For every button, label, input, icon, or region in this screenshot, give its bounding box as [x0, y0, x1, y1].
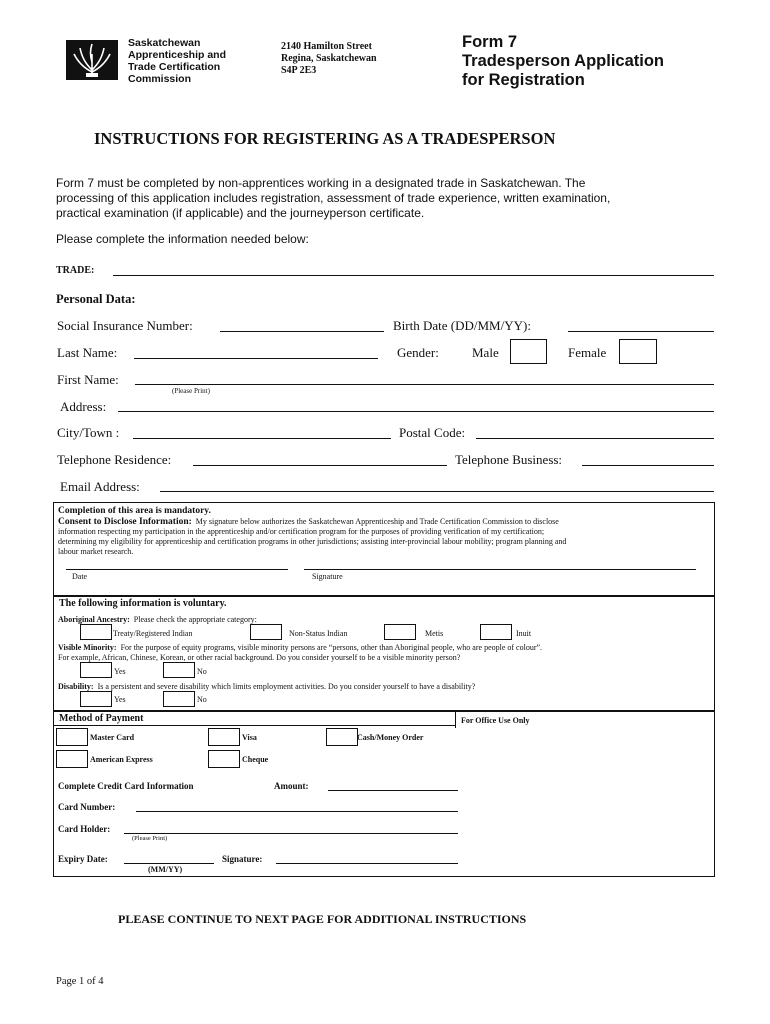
voluntary-heading: The following information is voluntary. [59, 598, 227, 609]
mastercard-checkbox[interactable] [56, 728, 88, 746]
male-checkbox[interactable] [510, 339, 547, 364]
disability-no-checkbox[interactable] [163, 691, 195, 707]
consent-signature-input[interactable] [304, 569, 696, 570]
address-label: Address: [60, 399, 107, 414]
disability-text: Disability: Is a persistent and severe disability which limits employment activities. Do you consider yourself to have a disability? [58, 682, 476, 691]
please-complete-text: Please complete the information needed below: [56, 232, 309, 246]
card-holder-label: Card Holder: [58, 824, 111, 834]
office-divider [455, 711, 456, 728]
visa-label: Visa [242, 733, 257, 742]
treaty-checkbox[interactable] [80, 624, 112, 640]
org-name: Saskatchewan Apprenticeship and Trade Certification Commission [128, 37, 227, 85]
sin-input[interactable] [220, 331, 384, 332]
cash-checkbox[interactable] [326, 728, 358, 746]
personal-data-heading: Personal Data: [56, 292, 136, 306]
city-input[interactable] [133, 438, 391, 439]
female-checkbox[interactable] [619, 339, 657, 364]
disability-no-label: No [197, 695, 207, 704]
birth-date-label: Birth Date (DD/MM/YY): [393, 318, 531, 333]
female-label: Female [568, 345, 607, 360]
page-title: INSTRUCTIONS FOR REGISTERING AS A TRADESPERSON [94, 129, 556, 148]
first-name-input[interactable] [135, 384, 714, 385]
card-holder-input[interactable] [124, 833, 458, 834]
card-number-label: Card Number: [58, 802, 116, 812]
consent-title: Consent to Disclose Information: [58, 517, 192, 527]
telephone-business-input[interactable] [582, 465, 714, 466]
telephone-residence-label: Telephone Residence: [57, 452, 172, 467]
cheque-label: Cheque [242, 755, 269, 764]
trade-input[interactable] [113, 275, 714, 276]
birth-date-input[interactable] [568, 331, 714, 332]
payment-signature-input[interactable] [276, 863, 458, 864]
card-number-input[interactable] [136, 811, 458, 812]
disability-yes-label: Yes [114, 695, 126, 704]
expiry-date-label: Expiry Date: [58, 854, 108, 864]
continue-notice: PLEASE CONTINUE TO NEXT PAGE FOR ADDITIONAL INSTRUCTIONS [118, 912, 527, 926]
consent-mandatory: Completion of this area is mandatory. [58, 506, 211, 516]
last-name-input[interactable] [134, 358, 378, 359]
telephone-residence-input[interactable] [193, 465, 447, 466]
city-label: City/Town : [57, 425, 120, 440]
disability-yes-checkbox[interactable] [80, 691, 112, 707]
cash-label: Cash/Money Order [357, 733, 424, 742]
minority-yes-label: Yes [114, 667, 126, 676]
trade-label: TRADE: [56, 265, 95, 276]
minority-yes-checkbox[interactable] [80, 662, 112, 678]
gender-label: Gender: [397, 345, 439, 360]
consent-text: Consent to Disclose Information: My signature below authorizes the Saskatchewan Apprenticeship and Trade Certification Commission to disclose information respecting my participation in the apprenticeship and/or certification program for the purposes of providing verification of my certification; determining my eligibility for apprenticeship and certification programs in other jurisdictions; assisting inter-provincial labour mobility; program planning and labour market research. [58, 517, 567, 556]
office-address: 2140 Hamilton Street Regina, Saskatchewan S4P 2E3 [281, 41, 377, 76]
payment-heading: Method of Payment [59, 713, 144, 724]
treaty-label: Treaty/Registered Indian [113, 629, 193, 638]
wheat-logo-icon [66, 40, 118, 80]
office-use-label: For Office Use Only [461, 716, 530, 725]
last-name-label: Last Name: [57, 345, 118, 360]
male-label: Male [472, 345, 499, 360]
mastercard-label: Master Card [90, 733, 135, 742]
form-title: Form 7 Tradesperson Application for Registration [462, 33, 665, 89]
telephone-business-label: Telephone Business: [455, 452, 563, 467]
amex-checkbox[interactable] [56, 750, 88, 768]
payment-signature-label: Signature: [222, 854, 263, 864]
inuit-label: Inuit [516, 629, 532, 638]
cc-info-label: Complete Credit Card Information [58, 781, 194, 791]
intro-text: Form 7 must be completed by non-apprentices working in a designated trade in Saskatchewan. The processing of this application includes registration, assessment of trade experience, written examination, practical examination (if applicable) and the journeyperson certificate. [56, 176, 611, 220]
postal-code-input[interactable] [476, 438, 714, 439]
minority-no-checkbox[interactable] [163, 662, 195, 678]
card-holder-print-note: (Please Print) [132, 835, 168, 842]
sin-label: Social Insurance Number: [57, 318, 193, 333]
metis-label: Metis [425, 629, 444, 638]
postal-code-label: Postal Code: [399, 425, 466, 440]
payment-header-line [53, 725, 455, 726]
address-input[interactable] [118, 411, 714, 412]
page-number: Page 1 of 4 [56, 976, 104, 987]
ancestry-text: Aboriginal Ancestry: Please check the appropriate category: [58, 615, 257, 624]
non-status-label: Non-Status Indian [289, 629, 348, 638]
consent-date-label: Date [72, 572, 88, 581]
please-print-note: (Please Print) [172, 387, 210, 395]
amount-input[interactable] [328, 790, 458, 791]
consent-date-input[interactable] [66, 569, 288, 570]
non-status-checkbox[interactable] [250, 624, 282, 640]
consent-signature-label: Signature [312, 572, 343, 581]
inuit-checkbox[interactable] [480, 624, 512, 640]
first-name-label: First Name: [57, 372, 119, 387]
mmyy-note: (MM/YY) [148, 865, 183, 874]
minority-no-label: No [197, 667, 207, 676]
expiry-date-input[interactable] [124, 863, 214, 864]
metis-checkbox[interactable] [384, 624, 416, 640]
minority-text: Visible Minority: For the purpose of equity programs, visible minority persons are “persons, other than Aboriginal people, who are people of colour”. For example, African, Chinese, Korean, or other racial background. Do you consider yourself to be a visible minority person? [58, 643, 543, 662]
amount-label: Amount: [274, 781, 309, 791]
email-label: Email Address: [60, 479, 140, 494]
amex-label: American Express [90, 755, 153, 764]
cheque-checkbox[interactable] [208, 750, 240, 768]
visa-checkbox[interactable] [208, 728, 240, 746]
email-input[interactable] [160, 491, 714, 492]
